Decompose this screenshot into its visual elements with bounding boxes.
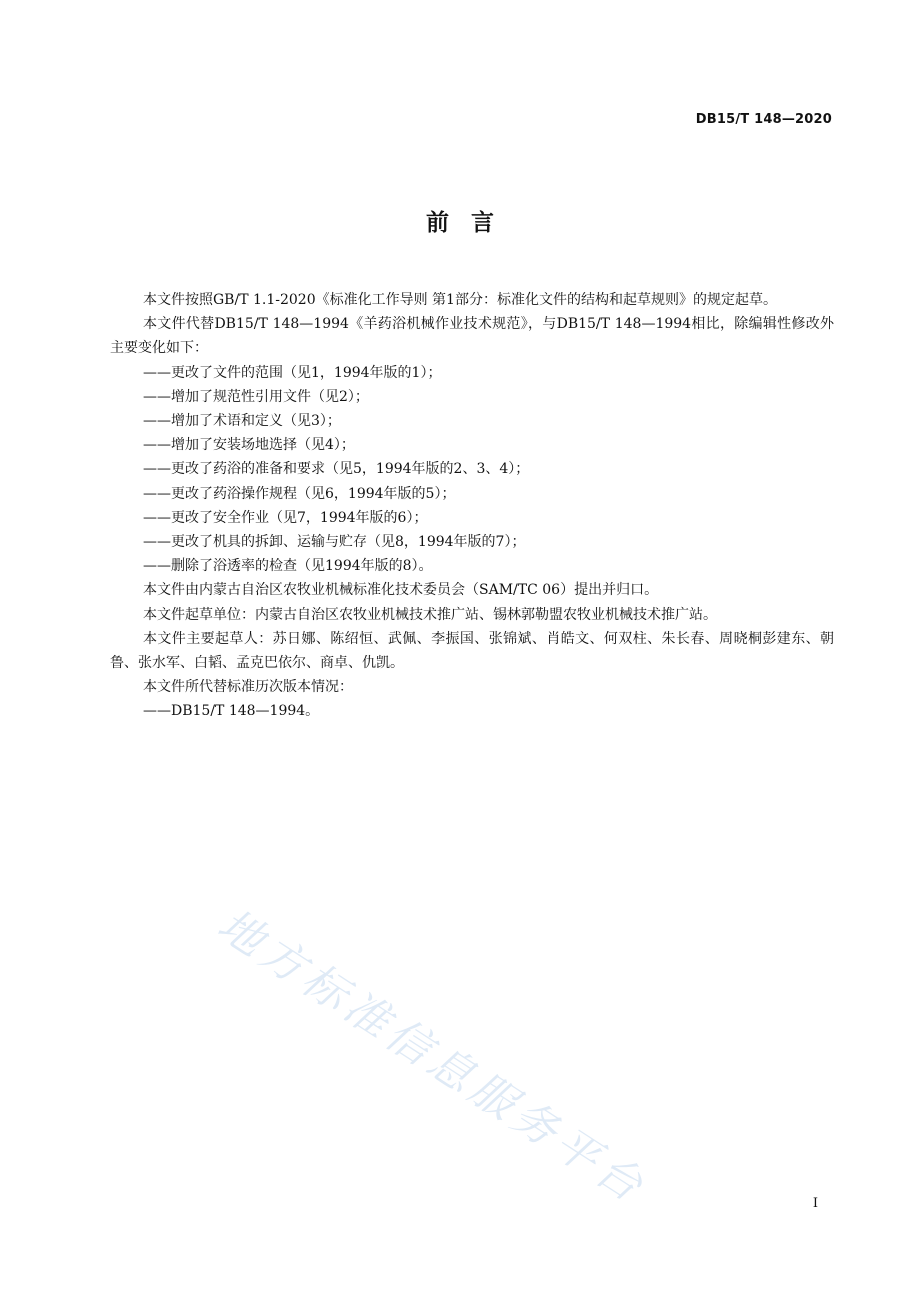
- paragraph-history-heading: 本文件所代替标准历次版本情况：: [143, 679, 353, 696]
- paragraph-replacement: 本文件代替DB15/T 148—1994《羊药浴机械作业技术规范》，与DB15/T 148—1994相比，除编辑性修改外主要变化如下：: [110, 316, 834, 357]
- paragraph-proposer: 本文件由内蒙古自治区农牧业机械标准化技术委员会（SAM/TC 06）提出并归口。: [143, 582, 659, 599]
- change-item: ——更改了药浴操作规程（见6，1994年版的5）；: [143, 485, 456, 502]
- history-item: ——DB15/T 148—1994。: [143, 703, 320, 720]
- change-item: ——更改了安全作业（见7，1994年版的6）；: [143, 509, 428, 526]
- document-code: DB15/T 148—2020: [695, 112, 832, 127]
- change-item: ——更改了文件的范围（见1，1994年版的1）；: [143, 364, 442, 381]
- foreword-body: [110, 288, 834, 724]
- change-item: ——删除了浴透率的检查（见1994年版的8）。: [143, 558, 433, 575]
- watermark: 地方标准信息服务平台: [208, 899, 656, 1215]
- change-item: ——增加了术语和定义（见3）；: [143, 413, 341, 430]
- change-item: ——增加了安装场地选择（见4）；: [143, 437, 355, 454]
- change-item: ——增加了规范性引用文件（见2）；: [143, 388, 369, 405]
- page-number: I: [812, 1196, 818, 1211]
- page-title: 前言: [426, 210, 516, 236]
- paragraph-drafters: 本文件主要起草人：苏日娜、陈绍恒、武佩、李振国、张锦斌、肖皓文、何双柱、朱长春、周晓桐彭建东、朝鲁、张水军、白韬、孟克巴依尔、商卓、仇凯。: [110, 630, 834, 672]
- paragraph-drafting-units: 本文件起草单位：内蒙古自治区农牧业机械技术推广站、锡林郭勒盟农牧业机械技术推广站。: [143, 606, 717, 623]
- paragraph-drafting-rules: 本文件按照GB/T 1.1-2020《标准化工作导则 第1部分：标准化文件的结构和起草规则》的规定起草。: [143, 292, 777, 308]
- change-item: ——更改了药浴的准备和要求（见5，1994年版的2、3、4）；: [143, 461, 530, 478]
- change-item: ——更改了机具的拆卸、运输与贮存（见8，1994年版的7）；: [143, 534, 526, 551]
